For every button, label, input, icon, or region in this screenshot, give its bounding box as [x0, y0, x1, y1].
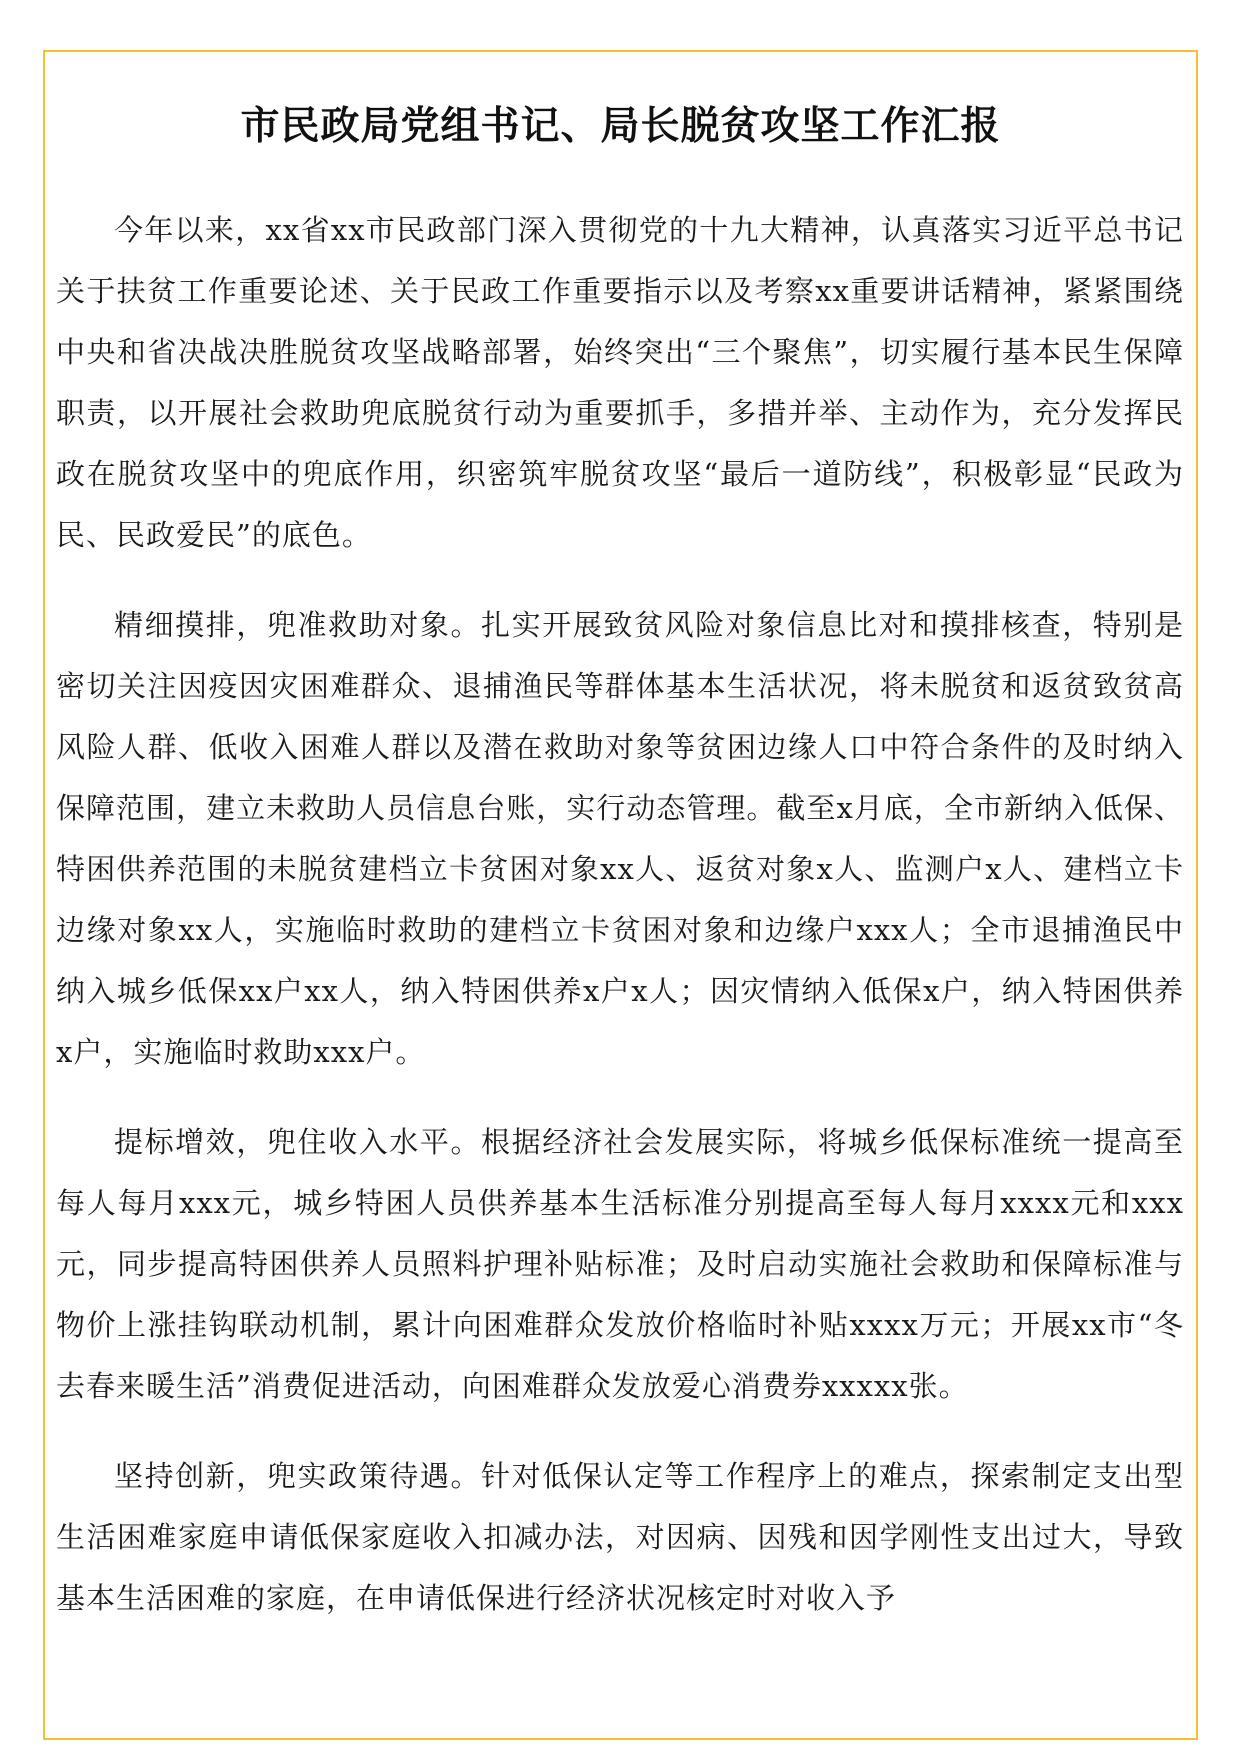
document-body — [56, 200, 1184, 1658]
paragraph-precise-screening: 精细摸排，兜准救助对象。扎实开展致贫风险对象信息比对和摸排核查，特别是密切关注因疫因灾困难群众、退捕渔民等群体基本生活状况，将未脱贫和返贫致贫高风险人群、低收入困难人群以及潜在救助对象等贫困边缘人口中符合条件的及时纳入保障范围，建立未救助人员信息台账，实行动态管理。截至x月底，全市新纳入低保、特困供养范围的未脱贫建档立卡贫困对象xx人、返贫对象x人、监测户x人、建档立卡边缘对象xx人，实施临时救助的建档立卡贫困对象和边缘户xxx人；全市退捕渔民中纳入城乡低保xx户xx人，纳入特困供养x户x人；因灾情纳入低保x户，纳入特困供养x户，实施临时救助xxx户。 — [56, 608, 1184, 1069]
paragraph-intro: 今年以来，xx省xx市民政部门深入贯彻党的十九大精神，认真落实习近平总书记关于扶贫工作重要论述、关于民政工作重要指示以及考察xx重要讲话精神，紧紧围绕中央和省决战决胜脱贫攻坚战略部署，始终突出“三个聚焦”，切实履行基本民生保障职责，以开展社会救助兜底脱贫行动为重要抓手，多措并举、主动作为，充分发挥民政在脱贫攻坚中的兜底作用，织密筑牢脱贫攻坚“最后一道防线”，积极彰显“民政为民、民政爱民”的底色。 — [56, 213, 1184, 552]
paragraph-raise-standards: 提标增效，兜住收入水平。根据经济社会发展实际，将城乡低保标准统一提高至每人每月xxx元，城乡特困人员供养基本生活标准分别提高至每人每月xxxx元和xxx元，同步提高特困供养人员照料护理补贴标准；及时启动实施社会救助和保障标准与物价上涨挂钩联动机制，累计向困难群众发放价格临时补贴xxxx万元；开展xx市“冬去春来暖生活”消费促进活动，向困难群众发放爱心消费券xxxxx张。 — [56, 1125, 1184, 1403]
document-title: 市民政局党组书记、局长脱贫攻坚工作汇报 — [240, 104, 1001, 149]
document-page — [43, 50, 1198, 1740]
paragraph-innovation: 坚持创新，兜实政策待遇。针对低保认定等工作程序上的难点，探索制定支出型生活困难家庭申请低保家庭收入扣减办法，对因病、因残和因学刚性支出过大，导致基本生活困难的家庭，在申请低保进行经济状况核定时对收入予 — [56, 1459, 1184, 1615]
